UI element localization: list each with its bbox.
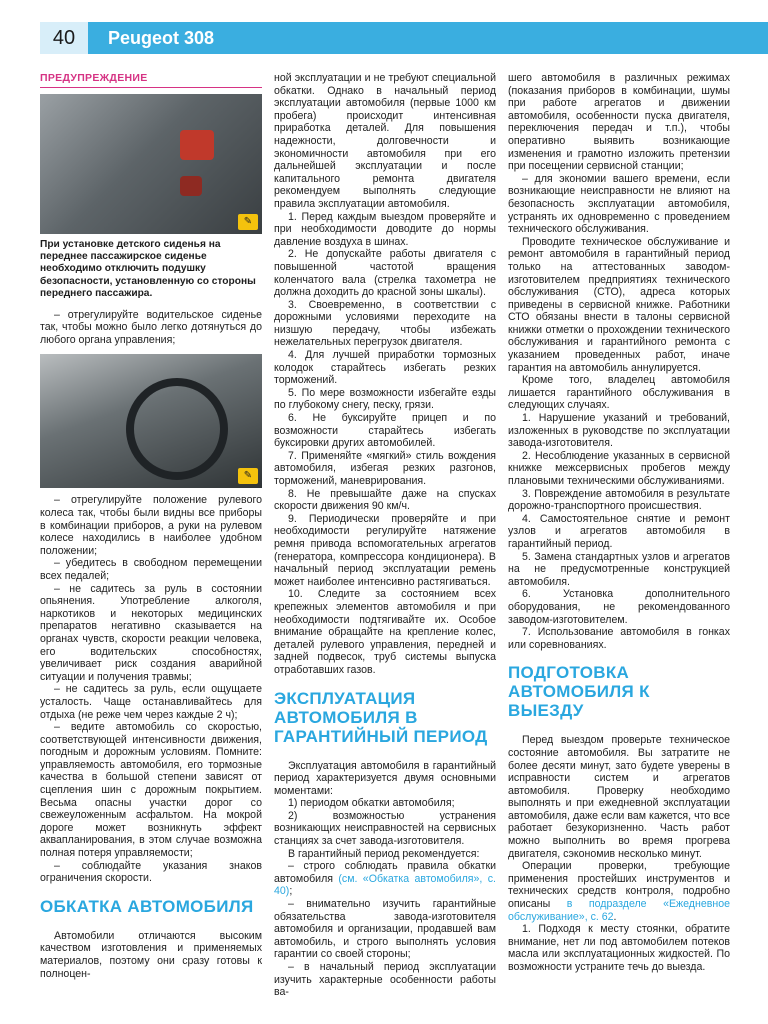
tool-badge-icon: ✎: [238, 214, 258, 230]
paragraph: – соблюдайте указания знаков ограничения скорости.: [40, 859, 262, 885]
paragraph: Автомобили отличаются высоким качеством изготовления и применяемых материалов, поэтому они сразу готовы к полноцен-: [40, 929, 262, 980]
rule-item: 4. Для лучшей приработки тормозных колодок старайтесь избегать резких торможений.: [274, 349, 496, 387]
cross-reference-link[interactable]: в подразделе «Ежедневное обслуживание», с. 62: [508, 898, 730, 923]
cross-reference-link[interactable]: (см. «Обкатка автомобиля», с. 40): [274, 872, 496, 898]
section-heading: ПОДГОТОВКА АВТОМОБИЛЯ К ВЫЕЗДУ: [508, 663, 650, 721]
paragraph: Кроме того, владелец автомобиля лишается гарантийного обслуживания в следующих случаях.: [508, 374, 730, 412]
rule-item: 10. Следите за состоянием всех крепежных элементов автомобиля и при необходимости подтягивайте их. Особое внимание обращайте на крепление колес, деталей рулевого управления, передней и задней подвесок, труб системы выпуска отработавших газов.: [274, 588, 496, 676]
list-item: 1. Подходя к месту стоянки, обратите внимание, нет ли под автомобилем потеков масла или эксплуатационных жидкостей. По возможности устраните течь до выезда.: [508, 923, 730, 973]
paragraph: шего автомобиля в различных режимах (показания приборов в комбинации, шумы при работе агрегатов и движении автомобиля, особенности пуска двигателя, переключения передач и т.п.), чтобы оперативно выявить возникающие изменения и грамотно изложить претензии при посещении сервисной станции;: [508, 72, 730, 173]
tool-badge-icon: ✎: [238, 468, 258, 484]
list-item: 6. Установка дополнительного оборудования, не рекомендованного заводом-изготовителем.: [508, 588, 730, 626]
page-number: 40: [40, 22, 88, 54]
text: Операции проверки, требующие применения простейших инструментов и технических средств контроля, подробно описаны: [508, 860, 730, 911]
rule-item: 3. Своевременно, в соответствии с дорожными условиями переходите на низшую передачу, чтобы избежать нежелательных перегрузок двигателя.: [274, 298, 496, 349]
list-item: 5. Замена стандартных узлов и агрегатов на не предусмотренные конструкцией автомобиля.: [508, 550, 730, 588]
section-heading: ОБКАТКА АВТОМОБИЛЯ: [40, 896, 254, 916]
paragraph: – ведите автомобиль со скоростью, соответствующей интенсивности движения, погодным и дорожным условиям. Помните: управляемость автомобиля, его тормозные качества в большой степени зависят от сцепления шин с дорожным покрытием. Весьма опасны участки дорог со свежеуложенным асфальтом. На мокрой дороге может возникнуть эффект аквапланирования, в этом случае возможна полная потеря управляемости;: [40, 721, 262, 860]
paragraph: – убедитесь в свободном перемещении всех педалей;: [40, 557, 262, 582]
list-item: 1) периодом обкатки автомобиля;: [288, 797, 455, 810]
list-item: 7. Использование автомобиля в гонках или соревнованиях.: [508, 626, 730, 651]
list-item: [274, 860, 496, 898]
column-1: [40, 72, 262, 980]
text: .: [613, 910, 617, 923]
list-item: 2. Несоблюдение указанных в сервисной книжке межсервисных пробегов между плановыми техническими обслуживаниями.: [508, 449, 730, 487]
list-item: 1. Нарушение указаний и требований, изложенных в руководстве по эксплуатации завода-изготовителя.: [508, 412, 730, 450]
list-item: – в начальный период эксплуатации изучить характерные особенности работы ва-: [274, 961, 496, 999]
rule-item: 7. Применяйте «мягкий» стиль вождения автомобиля, избегая резких разгонов, торможений, маневрирования.: [274, 449, 496, 487]
paragraph: – отрегулируйте положение рулевого колеса так, чтобы были видны все приборы в комбинации приборов, а руки на рулевом колесе находились в наиболее удобном положении;: [40, 494, 262, 557]
paragraph: – для экономии вашего времени, если возникающие неисправности не влияют на безопасность эксплуатации автомобиля, устранять их одновременно с проведением технического обслуживания.: [508, 172, 730, 236]
column-3: [508, 72, 730, 974]
paragraph: В гарантийный период рекомендуется:: [288, 847, 480, 860]
rule-item: 1. Перед каждым выездом проверяйте и при необходимости доводите до нормы давление воздуха в шинах.: [274, 210, 496, 248]
rule-item: 2. Не допускайте работы двигателя с повышенной частотой вращения коленчатого вала (стрелка тахометра не должна доходить до красной зоны шкалы).: [274, 248, 496, 299]
airbag-switch-photo: [40, 94, 262, 234]
list-item: 3. Повреждение автомобиля в результате дорожно-транспортного происшествия.: [508, 487, 730, 513]
key-slot-icon: [180, 176, 202, 196]
paragraph: Эксплуатация автомобиля в гарантийный период характеризуется двумя основными моментами:: [274, 759, 496, 797]
paragraph: ной эксплуатации и не требуют специальной обкатки. Однако в начальный период эксплуатации автомобиля (первые 1000 км пробега) происходит интенсивная приработка деталей. Для повышения надежности, долговечности и экономичности автомобиля при его дальнейшей эксплуатации и после капитального ремонта двигателя рекомендуем выполнять следующие правила эксплуатации автомобиля.: [274, 72, 496, 210]
text: – строго соблюдать правила обкатки автомобиля: [274, 860, 496, 885]
list-item: 4. Самостоятельное снятие и ремонт узлов и агрегатов автомобиля в гарантийный период.: [508, 512, 730, 550]
paragraph: [508, 860, 730, 923]
photo-caption: При установке детского сиденья на переднее пассажирское сиденье необходимо отключить подушку безопасности, установленную со стороны переднего пассажира.: [40, 238, 256, 300]
airbag-switch-icon: [180, 130, 214, 160]
steering-wheel-icon: [126, 378, 228, 480]
paragraph: Проводите техническое обслуживание и ремонт автомобиля в гарантийный период только на аттестованных заводом-изготовителем предприятиях технического обслуживания (СТО), адреса которых приведены в сервисной книжке. Работники СТО обязаны внести в талоны сервисной книжки отметки о прохождении технического обслуживания и гарантийного ремонта с указанием проведенных работ, иначе гарантия на автомобиль аннулируется.: [508, 235, 730, 374]
paragraph: – отрегулируйте водительское сиденье так, чтобы можно было легко дотянуться до любого органа управления;: [40, 308, 262, 346]
rule-item: 6. Не буксируйте прицеп и по возможности старайтесь избегать буксировки других автомобилей.: [274, 412, 496, 450]
column-2: [274, 72, 496, 999]
book-title: Peugeot 308: [108, 28, 215, 48]
section-heading: ЭКСПЛУАТАЦИЯ АВТОМОБИЛЯ В ГАРАНТИЙНЫЙ ПЕРИОД: [274, 688, 488, 746]
warning-label: ПРЕДУПРЕЖДЕНИЕ: [40, 72, 262, 88]
list-item: – внимательно изучить гарантийные обязательства завода-изготовителя автомобиля и организации, продавшей вам автомобиль, и строго выполнять условия гарантии со своей стороны;: [274, 898, 496, 961]
rule-item: 9. Периодически проверяйте и при необходимости регулируйте натяжение ремня привода вспомогательных агрегатов (генератора, компрессора кондиционера). В начальный период эксплуатации ремень может наиболее интенсивно растягиваться.: [274, 512, 496, 588]
paragraph: – не садитесь за руль в состоянии опьянения. Употребление алкоголя, наркотиков и некоторых медицинских препаратов негативно сказывается на органах чувств, скорости реакции человека, его водительских способностях, увеличивает риск создания аварийной ситуации и получения травмы;: [40, 582, 262, 683]
rule-item: 8. Не превышайте даже на спусках скорости движения 90 км/ч.: [274, 487, 496, 513]
steering-wheel-photo: [40, 354, 262, 488]
list-item: 2) возможностью устранения возникающих неисправностей на сервисных станциях за счет завода-изготовителя.: [274, 809, 496, 848]
paragraph: Перед выездом проверьте техническое состояние автомобиля. Вы затратите не более десяти минут, зато будете уверены в исправности систем и агрегатов автомобиля. Проверку необходимо выполнять и при ежедневной эксплуатации автомобиля, даже если вам кажется, что все работает безукоризненно. Часть работ можно выполнить во время прогрева двигателя, сэкономив несколько минут.: [508, 734, 730, 860]
text: ;: [289, 885, 293, 898]
paragraph: – не садитесь за руль, если ощущаете усталость. Чаще останавливайтесь для отдыха (не реже чем через каждые 2 ч);: [40, 683, 262, 721]
rule-item: 5. По мере возможности избегайте езды по глубокому снегу, песку, грязи.: [274, 386, 496, 412]
